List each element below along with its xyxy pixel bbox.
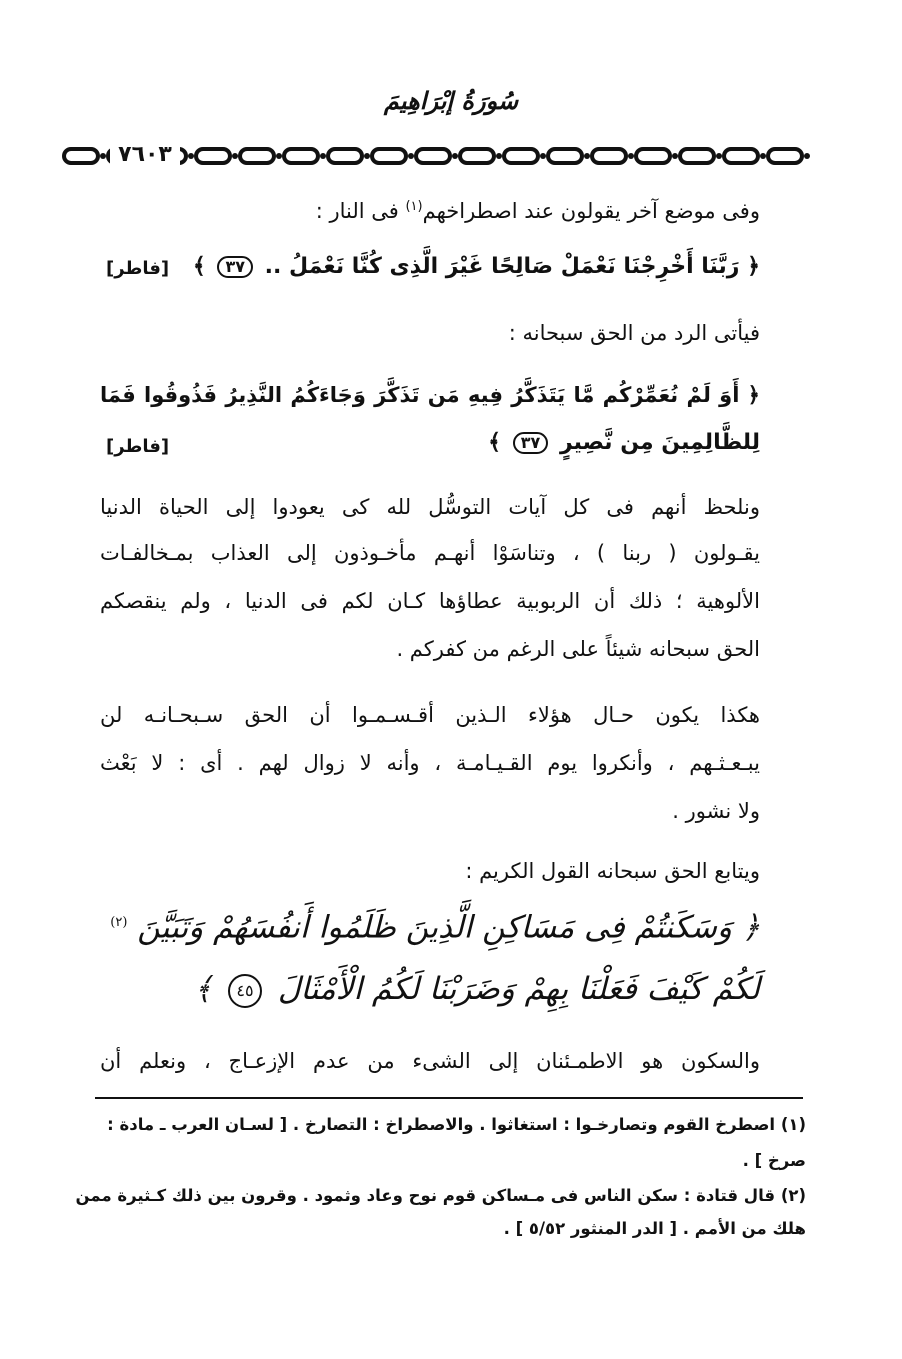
page-number: ٧٦٠٣ bbox=[110, 141, 180, 169]
chain-link bbox=[284, 149, 318, 163]
chain-dot bbox=[232, 153, 238, 159]
surah-title: سُورَةُ إبْرَاهِيمَ bbox=[383, 86, 519, 115]
chain-link bbox=[416, 149, 450, 163]
chain-dot bbox=[188, 153, 194, 159]
chain-link bbox=[196, 149, 230, 163]
paragraph-2-line-2: يبـعـثـهم ، وأنكروا يوم القـيـامـة ، وأنه لا زوال لهم . أى : لا بَعْث bbox=[100, 751, 760, 775]
chain-link bbox=[460, 149, 494, 163]
chain-dot bbox=[672, 153, 678, 159]
paragraph-1-line-2: يقـولون ( ربنا ) ، وتناسَوْا أنهـم مأخـوذون إلى العذاب بمـخالفـات bbox=[100, 541, 760, 565]
verse-2-line-2 bbox=[488, 428, 760, 458]
chain-dot bbox=[496, 153, 502, 159]
quran-line-1-text: ﴿ وَسَكَنتُمْ فِى مَسَاكِنِ الَّذِينَ ظَلَمُوا أَنفُسَهُمْ وَتَبَيَّنَ bbox=[137, 909, 760, 946]
chain-dot bbox=[408, 153, 414, 159]
intro-text-end: فى النار : bbox=[315, 199, 399, 223]
chain-dot bbox=[716, 153, 722, 159]
chain-link bbox=[328, 149, 362, 163]
chain-link bbox=[504, 149, 538, 163]
ayah-number-37: ٣٧ bbox=[217, 256, 253, 278]
chain-link bbox=[64, 149, 98, 163]
verse-1 bbox=[193, 252, 760, 282]
chain-link bbox=[240, 149, 274, 163]
chain-link bbox=[724, 149, 758, 163]
ayah-number-45: ٤٥ bbox=[228, 974, 262, 1008]
verse-1-open: ﴿ bbox=[747, 254, 760, 279]
footnote-2-line-2: هلك من الأمم . [ الدر المنثور ٥/٥٢ ] . bbox=[503, 1219, 806, 1238]
chain-link bbox=[548, 149, 582, 163]
footnote-separator bbox=[95, 1097, 803, 1099]
quran-line-2 bbox=[194, 966, 760, 1012]
footnote-1-line-1: (١) اصطرخ القوم وتصارخـوا : استغاثوا . والاصطراخ : التصارخ . [ لسـان العرب ـ مادة : bbox=[107, 1115, 806, 1134]
verse-1-close: ﴾ bbox=[192, 254, 206, 279]
footnote-2-line-1: (٢) قال قتادة : سكن الناس فى مـساكن قوم نوح وعاد وثمود . وقرون بين ذلك كـثيرة ممن bbox=[75, 1186, 806, 1205]
chain-link bbox=[680, 149, 714, 163]
chain-link bbox=[768, 149, 802, 163]
footnote-1-line-2: صرخ ] . bbox=[742, 1151, 806, 1170]
closing-line: والسكون هو الاطمـئنان إلى الشىء من عدم الإزعـاج ، ونعلم أن bbox=[100, 1049, 760, 1073]
continue-line: ويتابع الحق سبحانه القول الكريم : bbox=[465, 859, 760, 883]
chain-link bbox=[592, 149, 626, 163]
chain-link bbox=[636, 149, 670, 163]
verse-2-line-1: ﴿ أَوَ لَمْ نُعَمِّرْكُم مَّا يَتَذَكَّرُ فِيهِ مَن تَذَكَّرَ وَجَاءَكُمُ النَّذِيرُ فَذُوقُوا فَمَا bbox=[100, 383, 760, 407]
verse-1-text: رَبَّنَا أَخْرِجْنَا نَعْمَلْ صَالِحًا غَيْرَ الَّذِى كُنَّا نَعْمَلُ .. bbox=[264, 254, 740, 279]
paragraph-1-line-1: ونلحظ أنهم فى كل آيات التوسُّل لله كى يعودوا إلى الحياة الدنيا bbox=[100, 495, 760, 519]
chain-dot bbox=[364, 153, 370, 159]
chain-dot bbox=[100, 153, 106, 159]
quran-line-1 bbox=[110, 900, 760, 950]
intro-line bbox=[316, 192, 760, 226]
intro-text: وفى موضع آخر يقولون عند اصطراخهم bbox=[422, 199, 760, 223]
verse-1-source: [فاطر] bbox=[106, 258, 170, 279]
quran-close: ﴾ bbox=[193, 971, 213, 1007]
chain-dot bbox=[584, 153, 590, 159]
paragraph-1-line-4: الحق سبحانه شيئاً على الرغم من كفركم . bbox=[396, 637, 760, 661]
verse-2-source: [فاطر] bbox=[106, 436, 170, 457]
chain-dot bbox=[276, 153, 282, 159]
chain-dot bbox=[804, 153, 810, 159]
quran-line-2-text: لَكُمْ كَيْفَ فَعَلْنَا بِهِمْ وَضَرَبْنَا لَكُمُ الْأَمْثَالَ bbox=[277, 971, 760, 1007]
paragraph-2-line-1: هكذا يكون حـال هؤلاء الـذين أقـسـمـوا أن الحق سـبحـانـه لن bbox=[100, 703, 760, 727]
chain-dot bbox=[452, 153, 458, 159]
verse-2-close: ﴾ bbox=[488, 430, 502, 455]
ayah-number-37-b: ٣٧ bbox=[513, 432, 549, 454]
paragraph-1-line-3: الألوهية ؛ ذلك أن الربوبية عطاؤها كـان لكم فى الدنيا ، ولم ينقصكم bbox=[100, 589, 760, 613]
chain-dot bbox=[320, 153, 326, 159]
footnote-ref-2: (٢) bbox=[110, 915, 128, 930]
paragraph-2-line-3: ولا نشور . bbox=[672, 799, 760, 823]
chain-dot bbox=[540, 153, 546, 159]
reply-line: فيأتى الرد من الحق سبحانه : bbox=[508, 321, 760, 345]
chain-link bbox=[372, 149, 406, 163]
verse-2-text: لِلظَّالِمِينَ مِن نَّصِيرٍ bbox=[559, 430, 760, 455]
chain-dot bbox=[760, 153, 766, 159]
chain-dot bbox=[628, 153, 634, 159]
footnote-ref-1: (١) bbox=[405, 199, 423, 214]
